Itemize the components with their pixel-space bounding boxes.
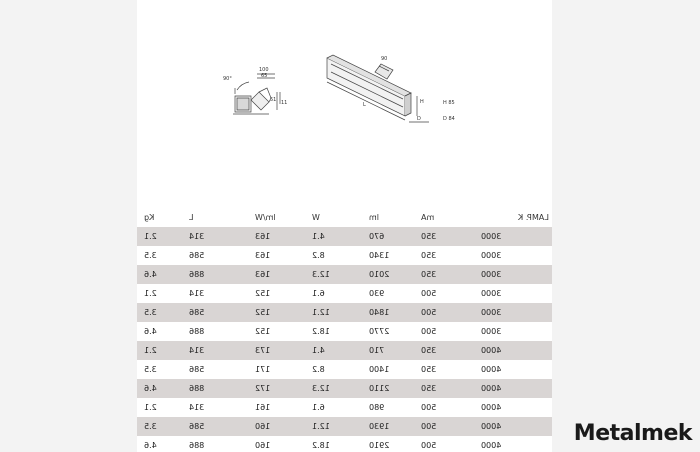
spec-table xyxy=(137,208,552,452)
brand-logo: Metalmek xyxy=(573,421,692,446)
cell-w: 12.3 xyxy=(312,384,330,393)
luminaire-view xyxy=(327,55,429,122)
drawing-svg xyxy=(137,0,552,205)
cell-lm: 1400 xyxy=(369,365,390,374)
cell-lamp-k: 4000 xyxy=(481,346,502,355)
cell-lm: 930 xyxy=(369,289,385,298)
cell-lm-w: 160 xyxy=(255,422,271,431)
cell-kg: 4.6 xyxy=(144,327,157,336)
cell-kg: 3.5 xyxy=(144,422,157,431)
table-row xyxy=(137,284,552,303)
cell-lm-w: 152 xyxy=(255,327,271,336)
length-label: L xyxy=(363,102,366,108)
cell-kg: 2.1 xyxy=(144,346,157,355)
cell-kg: 3.5 xyxy=(144,308,157,317)
table-row xyxy=(137,436,552,452)
cell-kg: 2.1 xyxy=(144,289,157,298)
cell-l: 314 xyxy=(189,289,205,298)
technical-drawing xyxy=(137,0,552,205)
height-label: H xyxy=(420,99,424,105)
height-value: H 85 xyxy=(443,100,455,106)
cell-lm: 670 xyxy=(369,232,385,241)
table-row xyxy=(137,246,552,265)
cell-kg: 2.1 xyxy=(144,403,157,412)
cell-l: 586 xyxy=(189,251,205,260)
table-header xyxy=(137,208,552,227)
cell-lamp-k: 4000 xyxy=(481,422,502,431)
cell-lamp-k: 3000 xyxy=(481,289,502,298)
cell-l: 886 xyxy=(189,384,205,393)
cell-ma: 500 xyxy=(421,308,437,317)
table-row xyxy=(137,417,552,436)
cell-l: 586 xyxy=(189,308,205,317)
cell-lm-w: 171 xyxy=(255,365,271,374)
header-lm: lm xyxy=(369,213,380,222)
cell-lm: 2770 xyxy=(369,327,390,336)
cell-lamp-k: 3000 xyxy=(481,308,502,317)
table-row xyxy=(137,360,552,379)
cell-lamp-k: 3000 xyxy=(481,327,502,336)
header-lamp-k: LAMP. K xyxy=(518,213,549,222)
cell-lamp-k: 4000 xyxy=(481,365,502,374)
cell-l: 586 xyxy=(189,365,205,374)
cell-kg: 2.1 xyxy=(144,232,157,241)
cell-kg: 4.6 xyxy=(144,384,157,393)
cell-lm-w: 163 xyxy=(255,251,271,260)
cell-l: 586 xyxy=(189,422,205,431)
cell-lm-w: 152 xyxy=(255,289,271,298)
cell-w: 12.1 xyxy=(312,422,330,431)
cell-lamp-k: 4000 xyxy=(481,403,502,412)
cell-lm: 2110 xyxy=(369,384,390,393)
dim-right-label: 11 xyxy=(281,100,288,106)
cell-kg: 4.6 xyxy=(144,270,157,279)
depth-label: D xyxy=(417,116,421,122)
cell-lm-w: 163 xyxy=(255,270,271,279)
cell-lm: 1340 xyxy=(369,251,390,260)
table-body xyxy=(137,227,552,452)
cell-ma: 500 xyxy=(421,441,437,450)
cell-ma: 350 xyxy=(421,346,437,355)
cell-lm-w: 172 xyxy=(255,384,271,393)
cell-lm: 2910 xyxy=(369,441,390,450)
table-row xyxy=(137,227,552,246)
cell-lm-w: 163 xyxy=(255,232,271,241)
side-profile-view xyxy=(233,74,280,114)
cell-w: 12.3 xyxy=(312,270,330,279)
cell-lm: 710 xyxy=(369,346,385,355)
table-row xyxy=(137,303,552,322)
cell-lm: 2010 xyxy=(369,270,390,279)
cell-ma: 350 xyxy=(421,384,437,393)
cell-w: 18.2 xyxy=(312,327,330,336)
header-kg: Kg xyxy=(144,213,155,222)
table-row xyxy=(137,265,552,284)
cell-lm-w: 161 xyxy=(255,403,271,412)
cell-ma: 350 xyxy=(421,270,437,279)
cell-w: 4.1 xyxy=(312,346,325,355)
header-l: L xyxy=(189,213,194,222)
cell-lm: 980 xyxy=(369,403,385,412)
cell-lamp-k: 3000 xyxy=(481,232,502,241)
dim-top-label: 100 xyxy=(259,67,269,73)
cell-ma: 500 xyxy=(421,327,437,336)
depth-value: D 84 xyxy=(443,116,455,122)
table-row xyxy=(137,322,552,341)
cell-kg: 3.5 xyxy=(144,365,157,374)
header-w: W xyxy=(312,213,320,222)
table-row xyxy=(137,398,552,417)
cell-kg: 3.5 xyxy=(144,251,157,260)
angle-label: 90° xyxy=(223,76,232,82)
dim-inner-label: 65 xyxy=(261,73,268,79)
header-lm-w: lm/W xyxy=(255,213,276,222)
cell-lamp-k: 4000 xyxy=(481,384,502,393)
cell-w: 6.1 xyxy=(312,289,325,298)
cell-w: 8.2 xyxy=(312,251,325,260)
cell-ma: 500 xyxy=(421,422,437,431)
cell-l: 886 xyxy=(189,327,205,336)
cell-ma: 350 xyxy=(421,365,437,374)
cell-l: 314 xyxy=(189,346,205,355)
dim-mid-label: 51 xyxy=(270,97,277,103)
cell-l: 886 xyxy=(189,441,205,450)
cell-ma: 350 xyxy=(421,251,437,260)
cell-lm-w: 152 xyxy=(255,308,271,317)
cell-w: 8.2 xyxy=(312,365,325,374)
cell-lamp-k: 3000 xyxy=(481,270,502,279)
table-row xyxy=(137,341,552,360)
cell-kg: 4.6 xyxy=(144,441,157,450)
cell-w: 4.1 xyxy=(312,232,325,241)
cell-lm: 1840 xyxy=(369,308,390,317)
cell-lm: 1930 xyxy=(369,422,390,431)
cell-lamp-k: 4000 xyxy=(481,441,502,450)
table-row xyxy=(137,379,552,398)
dim-width-label: 90 xyxy=(381,56,388,62)
spec-sheet xyxy=(137,0,552,452)
cell-lamp-k: 3000 xyxy=(481,251,502,260)
cell-l: 314 xyxy=(189,232,205,241)
cell-ma: 500 xyxy=(421,403,437,412)
cell-l: 314 xyxy=(189,403,205,412)
cell-ma: 350 xyxy=(421,232,437,241)
cell-ma: 500 xyxy=(421,289,437,298)
header-ma: mA xyxy=(421,213,435,222)
cell-lm-w: 160 xyxy=(255,441,271,450)
cell-l: 886 xyxy=(189,270,205,279)
cell-w: 12.1 xyxy=(312,308,330,317)
cell-w: 18.2 xyxy=(312,441,330,450)
cell-lm-w: 173 xyxy=(255,346,271,355)
cell-w: 6.1 xyxy=(312,403,325,412)
